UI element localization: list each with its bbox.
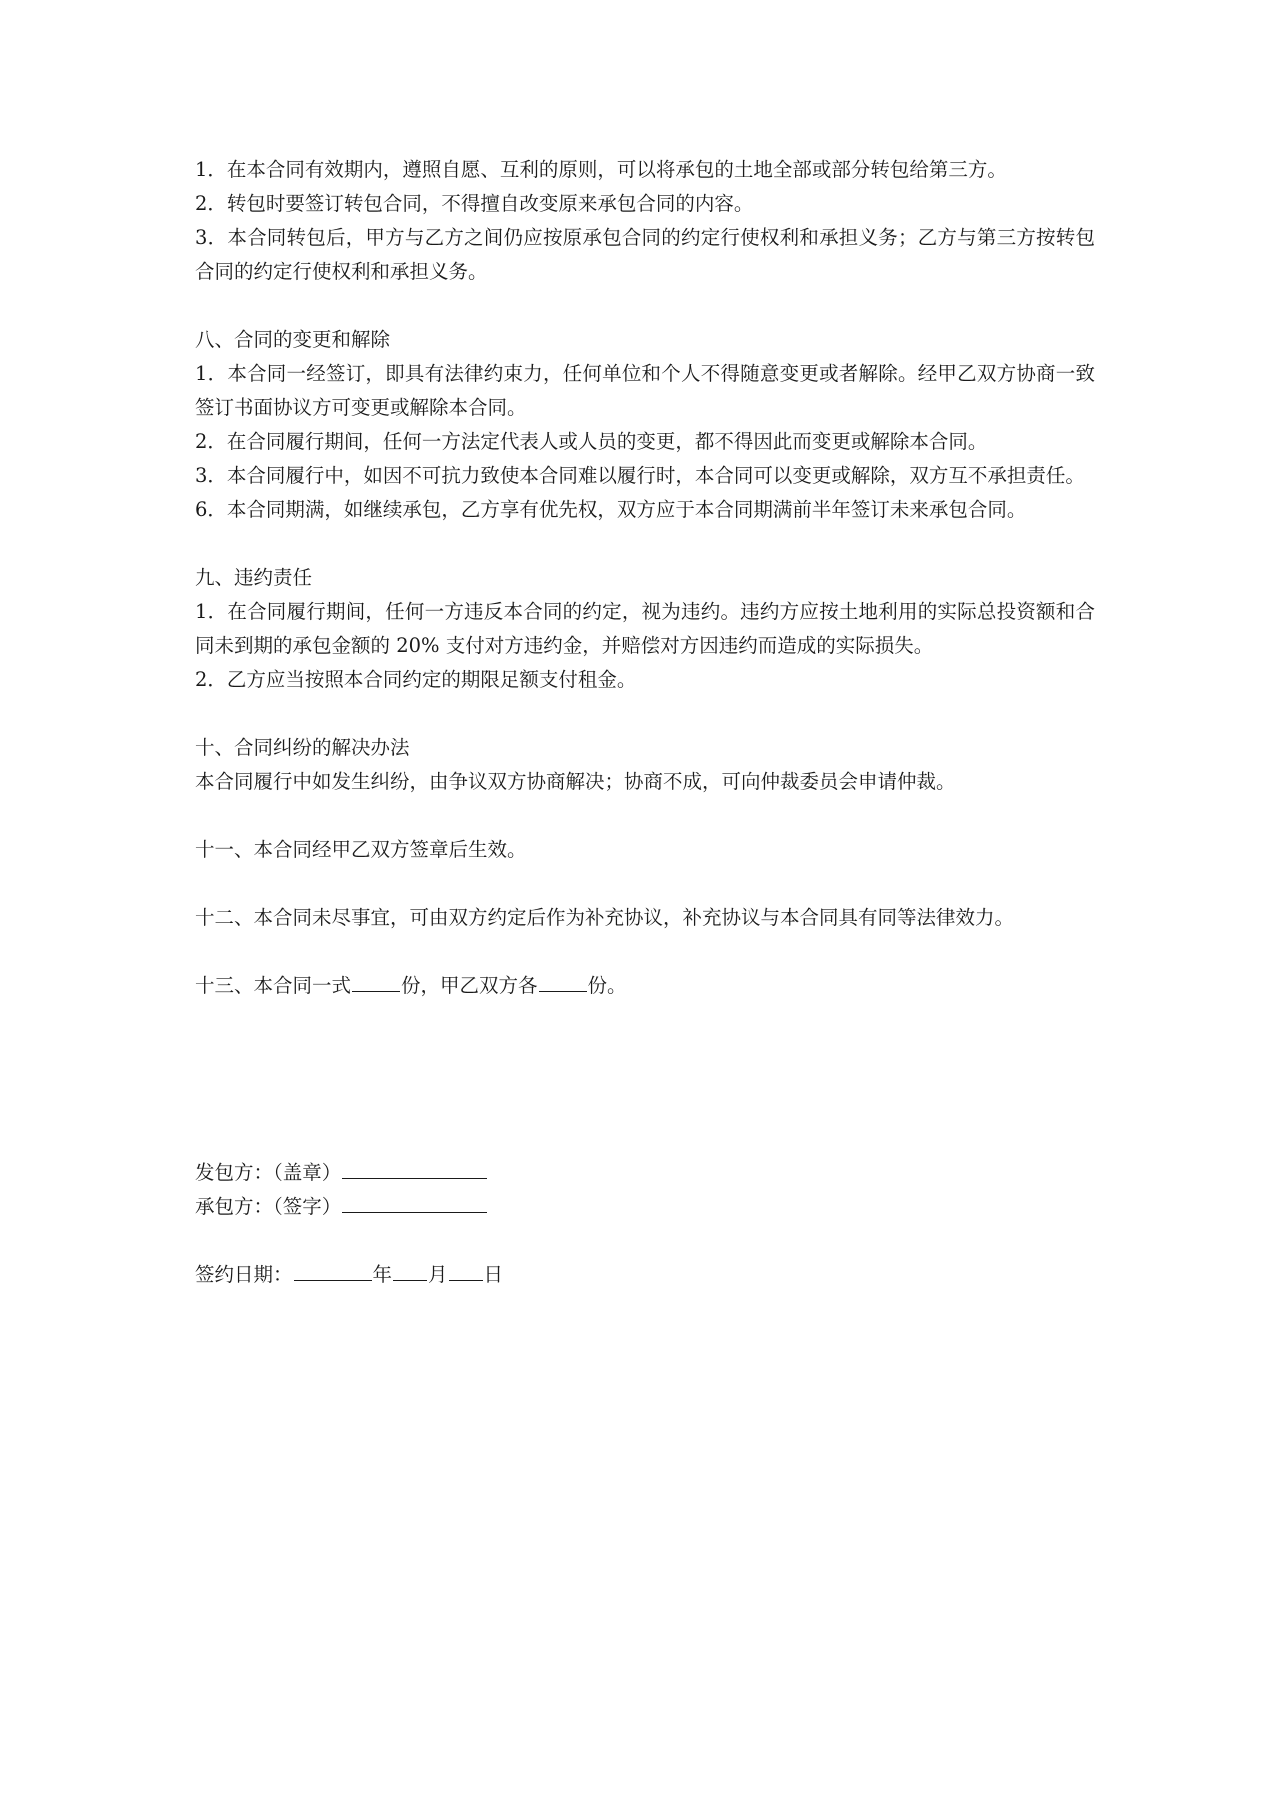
issuer-seal-blank[interactable] <box>342 1156 487 1179</box>
section7-item1: 1．在本合同有效期内，遵照自愿、互利的原则，可以将承包的土地全部或部分转包给第三方。 <box>195 158 1007 181</box>
month-blank[interactable] <box>393 1258 427 1281</box>
contractor-label: 承包方：（签字） <box>195 1195 342 1218</box>
section13-part2: 份，甲乙双方各 <box>401 974 538 997</box>
section8-title: 八、合同的变更和解除 <box>195 328 391 351</box>
month-label: 月 <box>428 1263 448 1286</box>
copies-total-blank[interactable] <box>352 969 400 992</box>
section7-item3: 3．本合同转包后，甲方与乙方之间仍应按原承包合同的约定行使权利和承担义务；乙方与第三方按转包合同的约定行使权利和承担义务。 <box>195 226 1095 283</box>
year-blank[interactable] <box>294 1258 372 1281</box>
copies-each-blank[interactable] <box>539 969 587 992</box>
section13-part3: 份。 <box>587 974 627 997</box>
issuer-signature-line <box>195 1156 1095 1190</box>
day-label: 日 <box>483 1263 504 1286</box>
day-blank[interactable] <box>449 1258 483 1281</box>
year-label: 年 <box>372 1263 393 1286</box>
issuer-label: 发包方：（盖章） <box>195 1161 342 1184</box>
section12-text: 十二、本合同未尽事宜，可由双方约定后作为补充协议，补充协议与本合同具有同等法律效力。 <box>195 906 1015 929</box>
section7-item2: 2．转包时要签订转包合同，不得擅自改变原来承包合同的内容。 <box>195 192 754 215</box>
contract-document <box>195 153 1095 1292</box>
section9-item2: 2．乙方应当按照本合同约定的期限足额支付租金。 <box>195 668 637 691</box>
section13-text <box>195 969 1095 1003</box>
section8-item1: 1．本合同一经签订，即具有法律约束力，任何单位和个人不得随意变更或者解除。经甲乙双方协商一致签订书面协议方可变更或解除本合同。 <box>195 362 1095 419</box>
contractor-signature-line <box>195 1190 1095 1224</box>
sign-date-line <box>195 1258 1095 1292</box>
section13-part1: 十三、本合同一式 <box>195 974 352 997</box>
section9-title: 九、违约责任 <box>195 566 313 589</box>
section11-text: 十一、本合同经甲乙双方签章后生效。 <box>195 838 527 861</box>
section8-item2: 2．在合同履行期间，任何一方法定代表人或人员的变更，都不得因此而变更或解除本合同。 <box>195 430 988 453</box>
section8-item3: 3．本合同履行中，如因不可抗力致使本合同难以履行时，本合同可以变更或解除，双方互不承担责任。 <box>195 464 1085 487</box>
section10-title: 十、合同纠纷的解决办法 <box>195 736 410 759</box>
section9-item1: 1．在合同履行期间，任何一方违反本合同的约定，视为违约。违约方应按土地利用的实际总投资额和合同未到期的承包金额的 20% 支付对方违约金，并赔偿对方因违约而造成的实际损失。 <box>195 600 1095 657</box>
date-label: 签约日期： <box>195 1263 293 1286</box>
contractor-sign-blank[interactable] <box>342 1190 487 1213</box>
section10-body: 本合同履行中如发生纠纷，由争议双方协商解决；协商不成，可向仲裁委员会申请仲裁。 <box>195 770 956 793</box>
section8-item6: 6．本合同期满，如继续承包，乙方享有优先权，双方应于本合同期满前半年签订未来承包合同。 <box>195 498 1027 521</box>
